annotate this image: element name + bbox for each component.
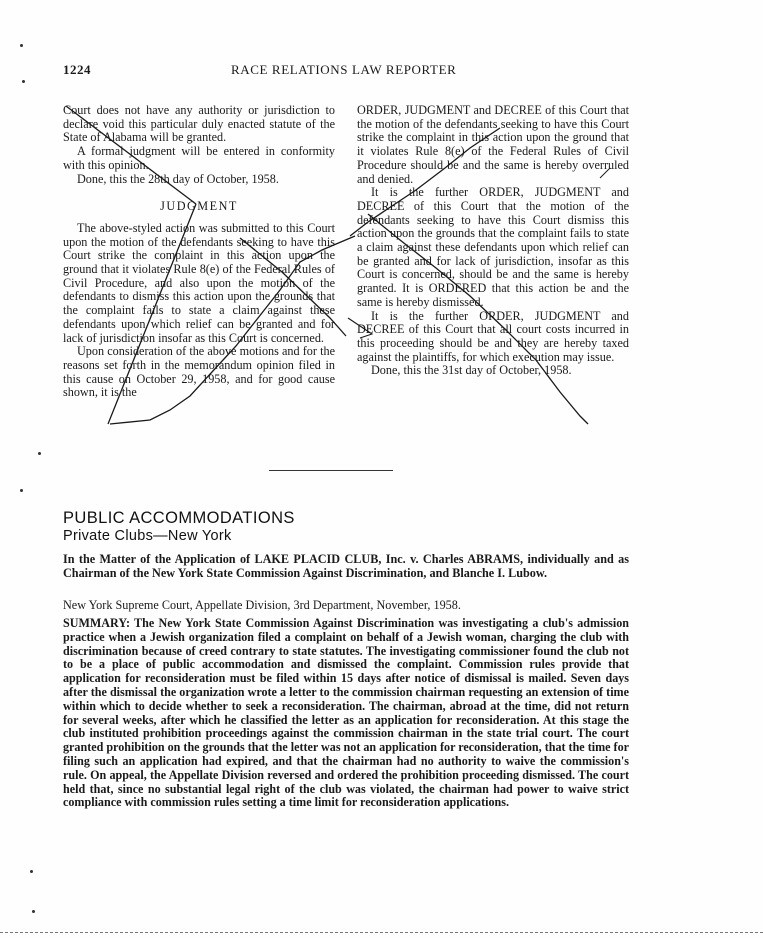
reporter-title: RACE RELATIONS LAW REPORTER (231, 62, 457, 77)
scan-speck (32, 910, 35, 913)
right-paragraph-3: It is the further ORDER, JUDGMENT and DECREE of this Court that all court costs incurred in this proceeding should be and they are hereby taxed against the plaintiffs, for which execution may issue. (357, 308, 629, 364)
left-paragraph-5: Upon consideration of the above motions and for the reasons set forth in the memorandum opinion filed in this cause on October 29, 1958, and for good cause shown, it is the (63, 344, 335, 400)
scan-speck (38, 452, 41, 455)
right-paragraph-4: Done, this the 31st day of October, 1958. (371, 363, 572, 378)
section-subtitle: Private Clubs—New York (63, 528, 232, 544)
case-caption: In the Matter of the Application of LAKE PLACID CLUB, Inc. v. Charles ABRAMS, individually and as Chairman of the New York State Commission Against Discrimination, and Blanche I. Lubow. (63, 552, 629, 580)
scan-speck (20, 489, 23, 492)
right-paragraph-2: It is the further ORDER, JUDGMENT and DECREE of this Court that the motion of the defendants seeking to have this Court dismiss this action upon the grounds that the complaint fails to state a claim against these defendants upon which relief can be granted and for lack of jurisdiction, insofar as this Court is concerned, should be and the same is hereby granted. It is ORDERED that this action be and the same is hereby dismissed. (357, 185, 629, 309)
section-title: PUBLIC ACCOMMODATIONS (63, 509, 295, 527)
scan-speck (20, 44, 23, 47)
section-divider (269, 470, 393, 471)
left-column (63, 104, 335, 400)
court-line: New York Supreme Court, Appellate Division, 3rd Department, November, 1958. (63, 598, 461, 612)
left-paragraph-1: Court does not have any authority or jurisdiction to declare void this particular duly enacted statute of the State of Alabama will be granted. (63, 103, 335, 145)
judgment-heading: JUDGMENT (160, 199, 238, 214)
left-paragraph-4: The above-styled action was submitted to this Court upon the motion of the defendants seeking to have this Court strike the complaint in this action upon the ground that it violates Rule 8(e) of the Federal Rules of Civil Procedure, and also upon the motion of the defendants to dismiss this action upon the grounds that the complaint fails to state a claim against these defendants upon which relief can be granted and for lack of jurisdiction insofar as this Court is concerned. (63, 220, 335, 345)
page-number: 1224 (63, 62, 91, 77)
right-paragraph-1: ORDER, JUDGMENT and DECREE of this Court that the motion of the defendants seeking to have this Court strike the complaint in this action upon the ground that it violates Rule 8(e) of the Federal Rules of Civil Procedure should be and the same is hereby overruled and denied. (357, 103, 629, 186)
right-column (357, 104, 629, 378)
bottom-rule (0, 932, 763, 933)
scan-speck (30, 870, 33, 873)
running-header (63, 62, 628, 78)
left-paragraph-2: A formal judgment will be entered in conformity with this opinion. (63, 144, 335, 172)
scan-speck (22, 80, 25, 83)
case-summary: SUMMARY: The New York State Commission Against Discrimination was investigating a club's admission practice when a Jewish organization filed a complaint on behalf of a Jewish woman, charging the club with discrimination because of creed contrary to state statutes. The investigating commissioner found the club not to be a place of public accommodation and dismissed the complaint. Commission rules provide that application for reconsideration must be filed within 15 days after notice of dismissal is mailed. Seven days after the dismissal the organization wrote a letter to the commission chairman requesting an extension of time within which to decide whether to seek a reconsideration. The chairman, abroad at the time, did not return for several weeks, after which he classified the letter as an application for reconsideration. At this stage the club instituted prohibition proceedings against the commission chairman in the state trial court. The court granted prohibition on the grounds that the letter was not an application for reconsideration, that the time for filing such an application had expired, and that the chairman had no authority to waive the commission's rule. On appeal, the Appellate Division reversed and ordered the prohibition proceeding dismissed. The court held that, since no substantial legal right of the club was violated, the chairman had power to waive strict compliance with commission rules setting a time limit for reconsideration applications. (63, 616, 629, 810)
left-paragraph-3: Done, this the 28th day of October, 1958. (77, 171, 279, 186)
